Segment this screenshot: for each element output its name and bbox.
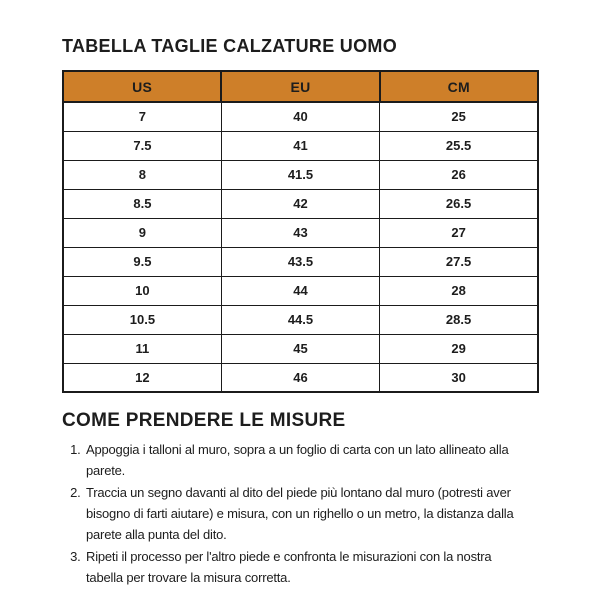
size-cell: 40	[221, 102, 379, 131]
instruction-item-2: 2. Traccia un segno davanti al dito del piede più lontano dal muro (potresti aver bisogno di farti aiutare) e misura, con un righello o un metro, la distanza dalla parete alla punta del dito.	[84, 482, 514, 545]
table-row	[63, 189, 538, 218]
page-title: TABELLA TAGLIE CALZATURE UOMO	[62, 36, 397, 56]
column-header-cm: CM	[380, 71, 538, 102]
size-cell: 44.5	[221, 305, 379, 334]
instructions-title: COME PRENDERE LE MISURE	[62, 410, 346, 431]
size-table-head	[63, 71, 538, 102]
size-cell: 11	[63, 334, 221, 363]
instructions-list	[62, 439, 514, 588]
size-cell: 10	[63, 276, 221, 305]
size-cell: 43	[221, 218, 379, 247]
size-cell: 8	[63, 160, 221, 189]
size-cell: 7.5	[63, 131, 221, 160]
table-row	[63, 247, 538, 276]
table-row	[63, 305, 538, 334]
table-row	[63, 102, 538, 131]
size-cell: 45	[221, 334, 379, 363]
table-row	[63, 363, 538, 392]
size-cell: 26	[380, 160, 538, 189]
size-cell: 46	[221, 363, 379, 392]
size-cell: 41	[221, 131, 379, 160]
size-table-body	[63, 102, 538, 392]
size-cell: 28	[380, 276, 538, 305]
size-cell: 9.5	[63, 247, 221, 276]
instruction-item-3: 3. Ripeti il processo per l'altro piede e confronta le misurazioni con la nostra tabella per trovare la misura corretta.	[84, 546, 514, 588]
size-cell: 25	[380, 102, 538, 131]
size-cell: 28.5	[380, 305, 538, 334]
column-header-eu: EU	[221, 71, 379, 102]
table-row	[63, 276, 538, 305]
size-table-header-row	[63, 71, 538, 102]
size-cell: 12	[63, 363, 221, 392]
size-cell: 43.5	[221, 247, 379, 276]
size-cell: 27.5	[380, 247, 538, 276]
table-row	[63, 131, 538, 160]
size-cell: 44	[221, 276, 379, 305]
size-cell: 41.5	[221, 160, 379, 189]
size-cell: 30	[380, 363, 538, 392]
size-cell: 29	[380, 334, 538, 363]
instruction-item-1: 1. Appoggia i talloni al muro, sopra a un foglio di carta con un lato allineato alla parete.	[84, 439, 514, 481]
size-cell: 42	[221, 189, 379, 218]
size-cell: 9	[63, 218, 221, 247]
table-row	[63, 218, 538, 247]
size-cell: 8.5	[63, 189, 221, 218]
table-row	[63, 334, 538, 363]
size-cell: 10.5	[63, 305, 221, 334]
column-header-us: US	[63, 71, 221, 102]
size-cell: 7	[63, 102, 221, 131]
size-cell: 25.5	[380, 131, 538, 160]
table-row	[63, 160, 538, 189]
size-table	[62, 70, 539, 393]
size-cell: 27	[380, 218, 538, 247]
size-cell: 26.5	[380, 189, 538, 218]
